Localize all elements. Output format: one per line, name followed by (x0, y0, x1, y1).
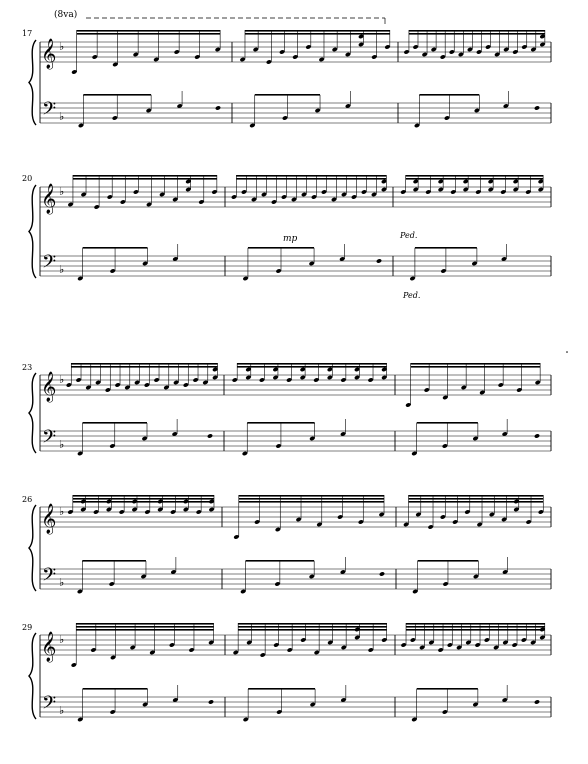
beam (419, 94, 479, 96)
bass-note (207, 433, 213, 438)
beam (239, 501, 384, 503)
beam (83, 688, 148, 690)
beam (239, 498, 384, 500)
treble-clef-icon: 𝄞 (41, 184, 57, 214)
score-systems (29, 18, 568, 722)
flat-sign: ♭ (59, 704, 65, 717)
beam (245, 30, 390, 32)
beam (246, 560, 315, 562)
dynamic-mp: mp (283, 234, 298, 244)
measure-number-20: 20 (22, 174, 33, 183)
beam (411, 366, 541, 368)
beam (73, 178, 217, 180)
beam (248, 688, 315, 690)
measure-number-23: 23 (22, 363, 33, 372)
beam (238, 626, 387, 628)
system-2 (29, 175, 551, 281)
treble-clef-icon: 𝄞 (41, 372, 57, 402)
bass-clef-icon: 𝄢 (42, 693, 57, 718)
flat-sign: ♭ (59, 110, 65, 123)
beam (82, 560, 146, 562)
beam (248, 247, 314, 249)
beam (409, 30, 545, 32)
pedal-mark-1: Ped. (400, 231, 418, 240)
flat-sign: ♭ (59, 505, 65, 518)
beam (77, 33, 221, 35)
brace (29, 373, 36, 453)
beam (255, 94, 320, 96)
beam (73, 501, 214, 503)
beam (83, 422, 147, 424)
beam (415, 247, 477, 249)
beam (71, 366, 217, 368)
brace (29, 505, 36, 591)
measure-number-29: 29 (22, 623, 33, 632)
beam (77, 30, 221, 32)
beam (247, 422, 314, 424)
beam (406, 629, 545, 631)
beam (406, 175, 544, 177)
system-1 (29, 30, 551, 128)
system-3 (29, 363, 551, 456)
system-5 (29, 623, 551, 722)
beam (406, 623, 545, 625)
flat-sign: ♭ (59, 263, 65, 276)
treble-clef-icon: 𝄞 (41, 632, 57, 662)
beam (409, 498, 544, 500)
flat-sign: ♭ (59, 373, 65, 386)
beam (237, 363, 386, 365)
beam (76, 629, 213, 631)
beam (245, 33, 390, 35)
brace (29, 633, 36, 719)
flat-sign: ♭ (59, 633, 65, 646)
bass-note (534, 699, 540, 704)
score-labels (22, 9, 420, 632)
beam (406, 626, 545, 628)
bass-note (208, 699, 214, 704)
beam (237, 366, 386, 368)
pedal-mark-2: Ped. (403, 291, 421, 300)
bass-note (215, 105, 221, 110)
beam (417, 422, 478, 424)
beam (409, 33, 545, 35)
flat-sign: ♭ (59, 185, 65, 198)
beam (238, 623, 387, 625)
bass-clef-icon: 𝄢 (42, 252, 57, 277)
brace (29, 185, 36, 278)
beam (411, 363, 541, 365)
bass-clef-icon: 𝄢 (42, 565, 57, 590)
beam (76, 623, 213, 625)
beam (83, 94, 151, 96)
bass-note (534, 433, 540, 438)
beam (73, 495, 214, 497)
bass-clef-icon: 𝄢 (42, 427, 57, 452)
beam (73, 175, 217, 177)
ottava-label: (8va) (54, 10, 78, 20)
beam (76, 626, 213, 628)
measure-number-17: 17 (22, 29, 33, 38)
beam (239, 495, 384, 497)
treble-clef-icon: 𝄞 (41, 504, 57, 534)
beam (73, 498, 214, 500)
beam (409, 501, 544, 503)
bass-clef-icon: 𝄢 (42, 99, 57, 124)
flat-sign: ♭ (59, 438, 65, 451)
system-4 (29, 495, 551, 594)
measure-number-26: 26 (22, 495, 33, 504)
bass-note (534, 105, 540, 110)
bass-note (376, 258, 382, 263)
flat-sign: ♭ (59, 576, 65, 589)
stray-dot (566, 351, 568, 353)
beam (409, 495, 544, 497)
beam (406, 178, 544, 180)
beam (236, 178, 386, 180)
bass-note (379, 571, 385, 576)
beam (71, 363, 217, 365)
beam (238, 629, 387, 631)
beam (83, 247, 148, 249)
flat-sign: ♭ (59, 40, 65, 53)
brace (29, 40, 36, 125)
beam (236, 175, 386, 177)
treble-clef-icon: 𝄞 (41, 39, 57, 69)
beam (418, 560, 479, 562)
beam (417, 688, 478, 690)
